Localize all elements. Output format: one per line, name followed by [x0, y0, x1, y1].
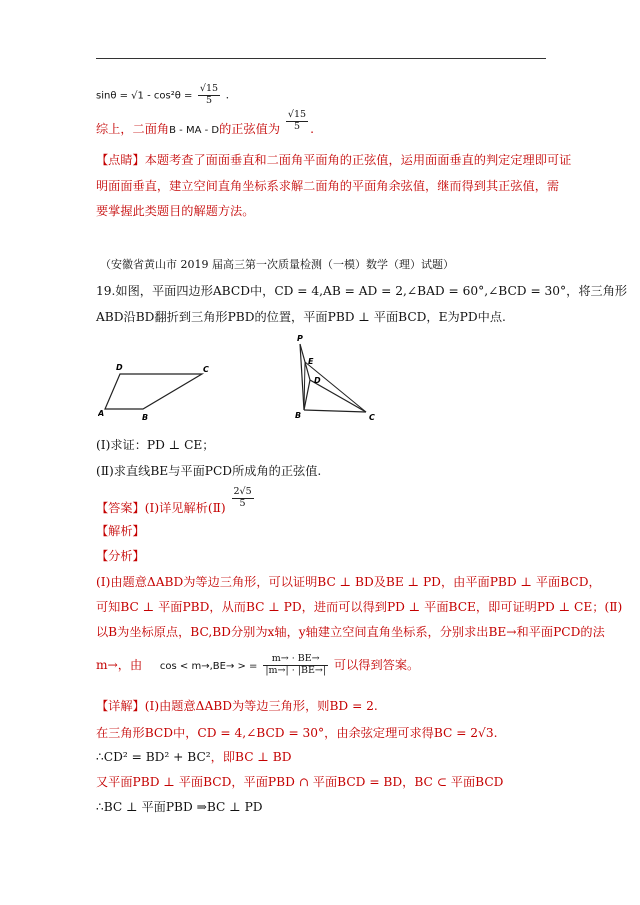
- cos-fraction-denominator: |m→| · |BE→|: [265, 664, 327, 676]
- segment-ce: [305, 362, 366, 412]
- analysis-line-4: [96, 654, 419, 677]
- answer-fraction: [232, 487, 254, 510]
- answer-line: [96, 486, 256, 520]
- problem-line-2: ABD沿BD翻折到三角形PBD的位置，平面PBD ⊥ 平面BCD，E为PD中点.: [96, 310, 506, 324]
- conclusion-angle: B - MA - D: [169, 124, 220, 136]
- breakdown-heading: 【分析】: [96, 549, 145, 563]
- conclusion-fraction: [286, 110, 308, 133]
- conclusion-prefix: 综上，二面角: [96, 121, 170, 136]
- folded-tetrahedron-figure: [286, 332, 386, 427]
- conclusion-post: 的正弦值为: [219, 121, 281, 136]
- label-b-right: B: [295, 411, 302, 420]
- label-p: P: [297, 334, 303, 343]
- cos-fraction-numerator: m→ · BE→: [263, 654, 328, 666]
- sin-formula: sinθ = √1 - cos²θ =: [96, 90, 193, 102]
- sin-formula-line: [96, 84, 229, 107]
- quadrilateral-abcd-figure: [98, 358, 218, 428]
- question-2: (Ⅱ)求直线BE与平面PCD所成角的正弦值.: [96, 464, 322, 478]
- comment-line-1: 【点睛】本题考查了面面垂直和二面角平面角的正弦值，运用面面垂直的判定定理即可证: [96, 153, 572, 167]
- comment-line-2: 明面面垂直，建立空间直角坐标系求解二面角的平面角余弦值，继而得到其正弦值，需: [96, 179, 560, 193]
- header-rule: [96, 58, 546, 59]
- label-a-left: A: [98, 409, 105, 418]
- cos-formula: cos < m→,BE→ > =: [159, 660, 258, 672]
- conclusion-end: .: [310, 121, 314, 136]
- label-c-left: C: [203, 365, 209, 374]
- sin-fraction: [198, 84, 220, 107]
- analysis-line-2: 可知BC ⊥ 平面PBD，从而BC ⊥ PD，进而可以得到PD ⊥ 平面BCE，即可证明PD ⊥ CE；(Ⅱ): [96, 600, 623, 614]
- detail-line-1: 【详解】(Ⅰ)由题意ΔABD为等边三角形，则BD = 2.: [96, 699, 378, 713]
- pythagorean-relation: ∴CD² = BD² + BC²: [96, 750, 211, 764]
- normal-vector-m: m→，由: [96, 657, 143, 672]
- label-b-left: B: [142, 413, 149, 422]
- analysis-line-3: 以B为坐标原点，BC,BD分别为x轴，y轴建立空间直角坐标系，分别求出BE→和平面PCD的法: [96, 625, 605, 639]
- label-e: E: [308, 357, 314, 366]
- edge-pb: [300, 344, 304, 410]
- edge-bc: [304, 410, 366, 412]
- label-d-right: D: [314, 376, 321, 385]
- quadrilateral-outline: [105, 374, 202, 409]
- answer-fraction-numerator: 2√5: [233, 486, 252, 497]
- answer-label: 【答案】(Ⅰ)详见解析(Ⅱ): [96, 500, 226, 515]
- cos-fraction: [263, 654, 328, 677]
- question-1: (Ⅰ)求证：PD ⊥ CE；: [96, 438, 215, 452]
- detail-line-4: 又平面PBD ⊥ 平面BCD，平面PBD ∩ 平面BCD = BD，BC ⊂ 平面BCD: [96, 775, 504, 789]
- label-d-left: D: [116, 363, 123, 372]
- comment-line-3: 要掌握此类题目的解题方法。: [96, 204, 255, 218]
- detail-line-2: 在三角形BCD中，CD = 4,∠BCD = 30°，由余弦定理可求得BC = 2√3.: [96, 726, 498, 740]
- conclusion-fraction-denominator: 5: [293, 120, 300, 132]
- problem-source: （安徽省黄山市 2019 届高三第一次质量检测（一模）数学（理）试题）: [100, 258, 454, 271]
- detail-line-5: ∴BC ⊥ 平面PBD ⇒BC ⊥ PD: [96, 800, 263, 814]
- analysis-line-4-end: 可以得到答案。: [333, 657, 420, 672]
- conclusion-fraction-numerator: √15: [287, 109, 307, 120]
- answer-fraction-denominator: 5: [239, 497, 246, 509]
- sin-end: .: [225, 88, 230, 102]
- sin-fraction-numerator: √15: [199, 83, 219, 94]
- bc-perp-bd: ，即BC ⊥ BD: [210, 750, 292, 764]
- conclusion-line: [96, 109, 314, 141]
- analysis-heading: 【解析】: [96, 524, 145, 538]
- detail-line-3: [96, 748, 292, 765]
- problem-line-1: 19.如图，平面四边形ABCD中，CD = 4,AB = AD = 2,∠BAD = 60°,∠BCD = 30°，将三角形: [96, 284, 628, 298]
- analysis-line-1: (Ⅰ)由题意ΔABD为等边三角形，可以证明BC ⊥ BD及BE ⊥ PD，由平面PBD ⊥ 平面BCD，: [96, 575, 601, 589]
- label-c-right: C: [369, 413, 375, 422]
- sin-fraction-denominator: 5: [205, 94, 212, 106]
